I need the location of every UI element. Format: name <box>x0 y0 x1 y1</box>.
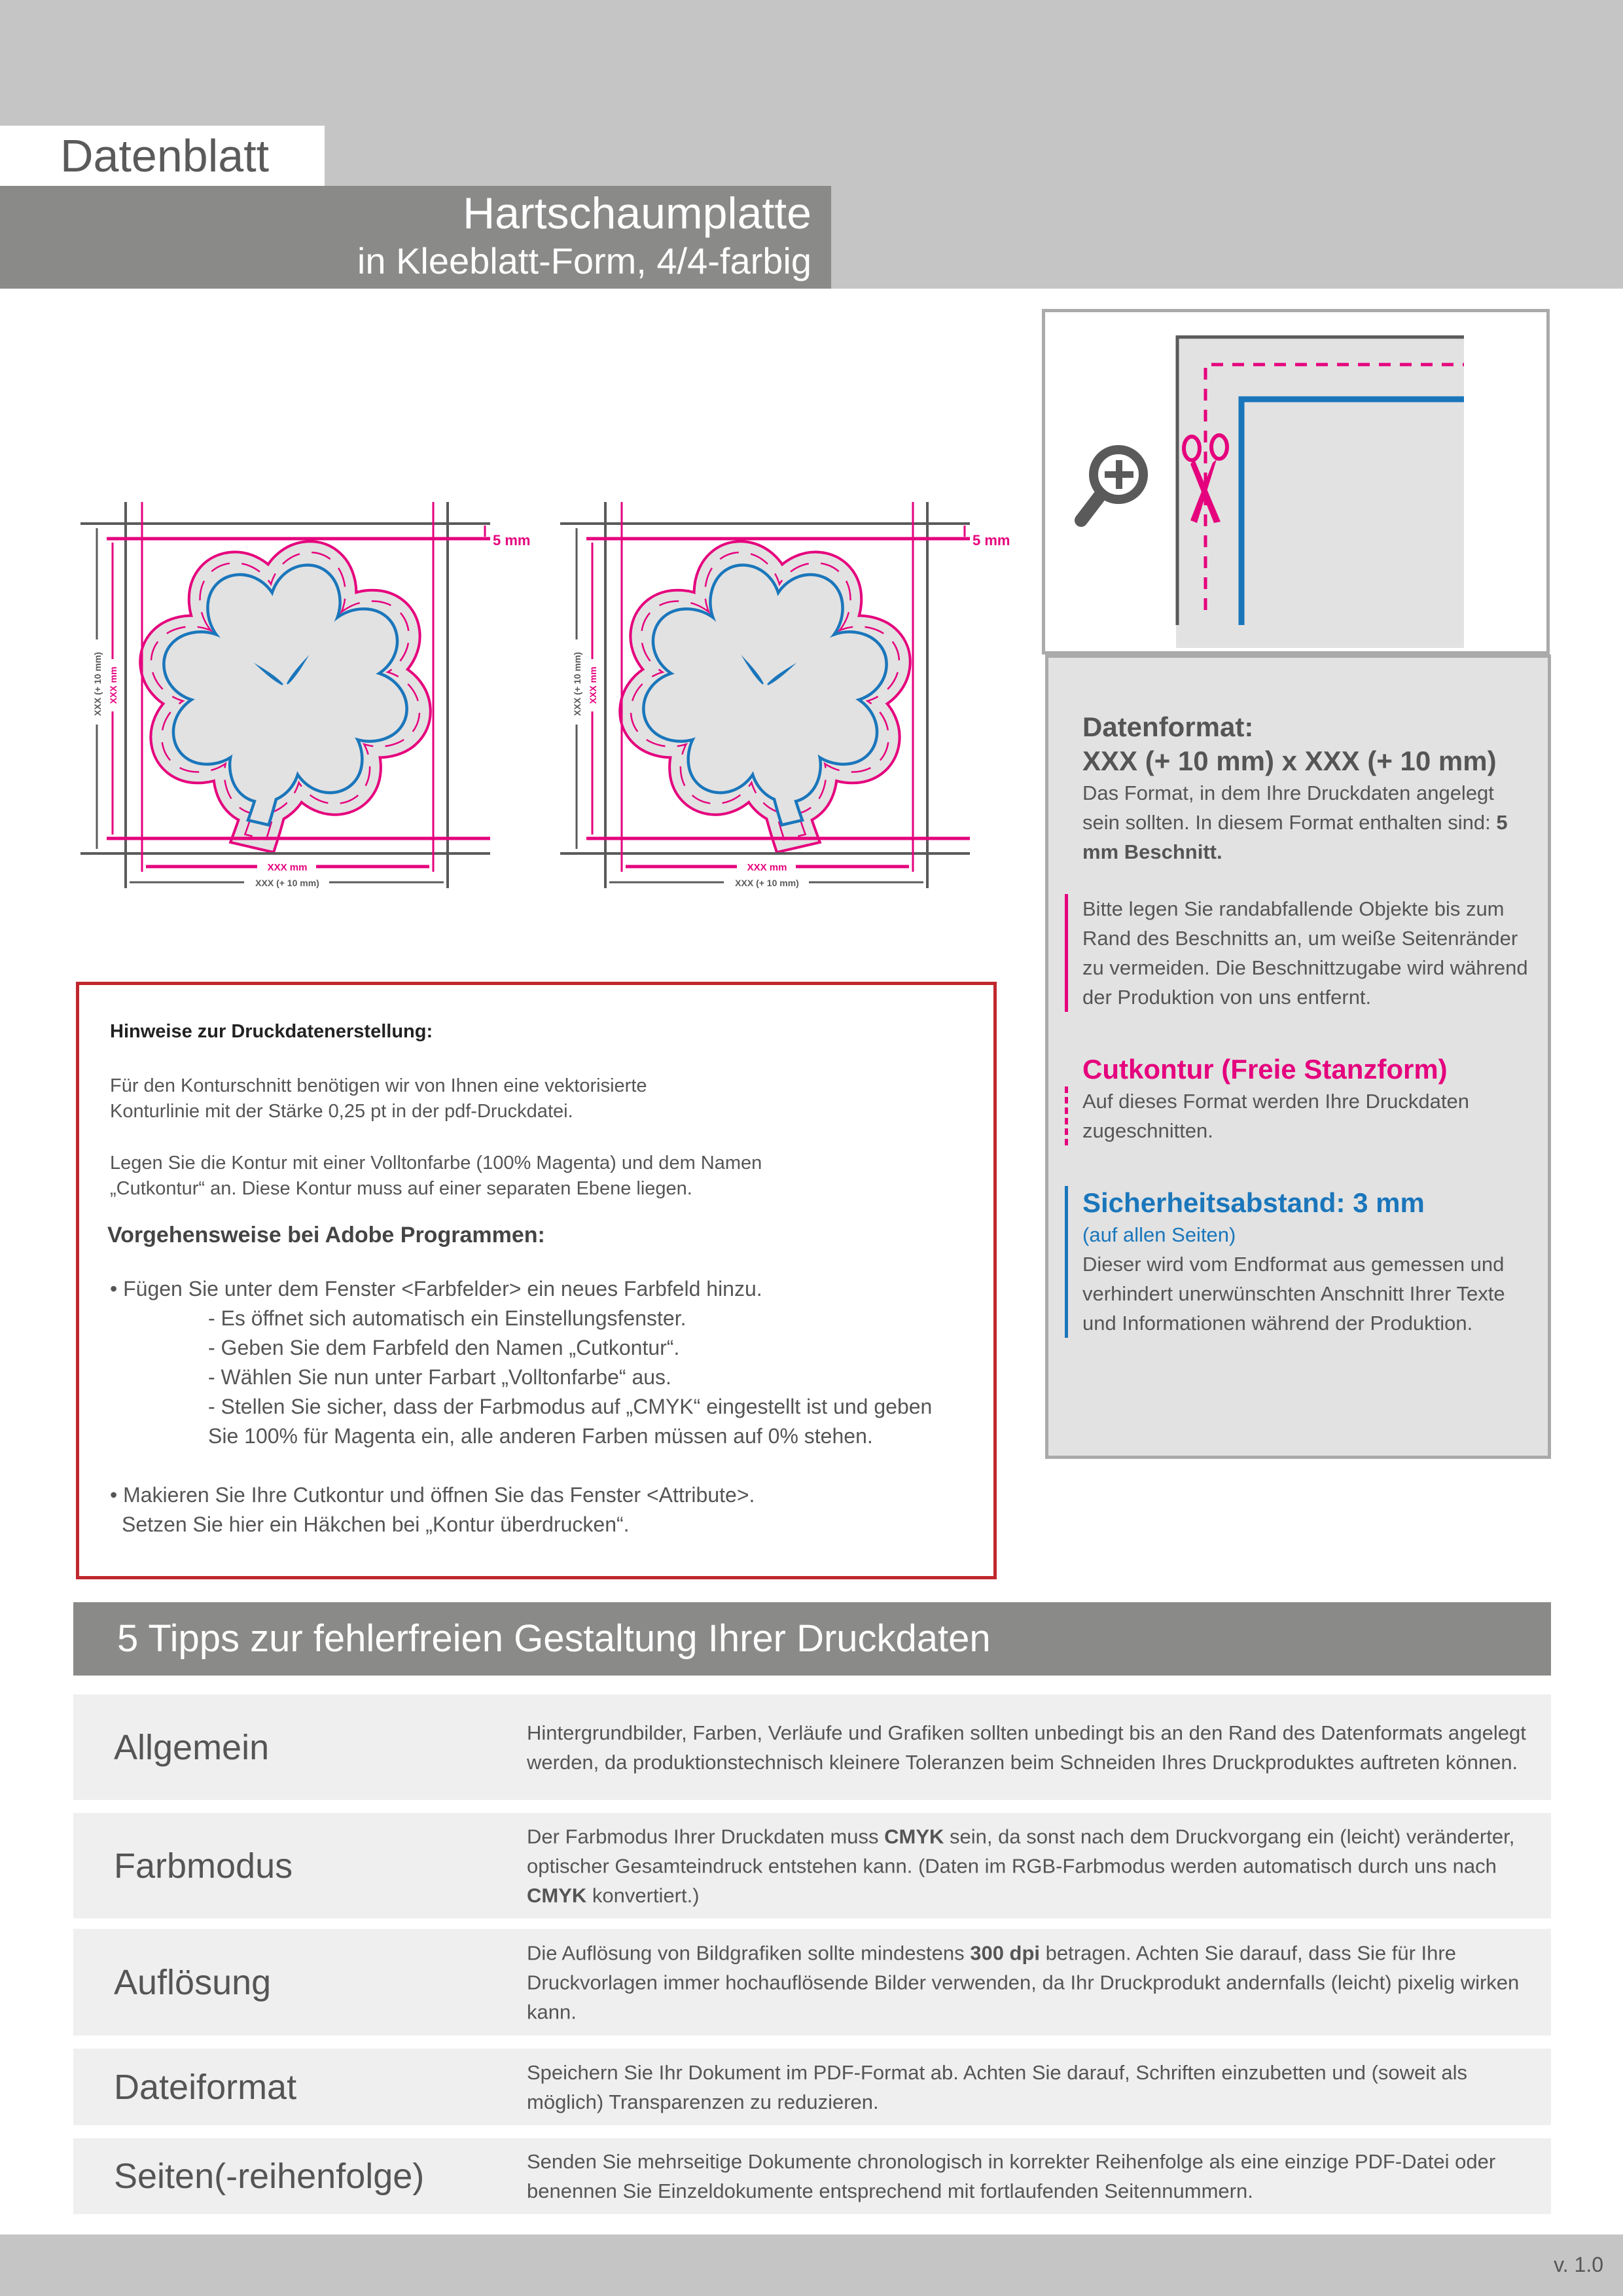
width-outer-label: XXX (+ 10 mm) <box>255 878 319 888</box>
sub-item: - Stellen Sie sicher, dass der Farbmodus auf „CMYK“ eingestellt ist und geben <box>208 1395 933 1418</box>
b: 300 dpi <box>970 1941 1041 1964</box>
bullet-item-continued: Setzen Sie hier ein Häkchen bei „Kontur überdrucken“. <box>122 1513 630 1536</box>
format-text-bold: 5 mm Beschnitt. <box>1082 811 1508 863</box>
notes-paragraph <box>110 1151 980 1202</box>
tip-label: Allgemein <box>114 1727 270 1767</box>
format-text-body: Das Format, in dem Ihre Druckdaten angelegt sein sollten. In diesem Format enthalten sind: <box>1082 781 1497 834</box>
tip-label: Farbmodus <box>114 1846 293 1886</box>
t: konvertiert.) <box>586 1884 700 1907</box>
sub-item: Sie 100% für Magenta ein, alle anderen Farben müssen auf 0% stehen. <box>208 1424 873 1448</box>
bleed-label: 5 mm <box>493 532 531 548</box>
title-box <box>0 186 831 289</box>
height-outer-label: XXX (+ 10 mm) <box>572 652 582 716</box>
format-text <box>1082 778 1535 867</box>
tip-label: Seiten(-reihenfolge) <box>114 2157 425 2196</box>
t: betragen. Achten Sie darauf, dass Sie für Ihre Druckvorlagen immer hochauflösende Bilder verwenden, da Ihr Druckprodukt andernfalls (leicht) pixelig wirken kann. <box>527 1941 1520 2023</box>
tip-label: Auflösung <box>114 1962 272 2002</box>
line: Legen Sie die Kontur mit einer Volltonfarbe (100% Magenta) und dem Namen <box>110 1153 762 1174</box>
clover-diagram-right <box>560 502 1031 908</box>
tip-row-dateiformat <box>73 2049 1551 2125</box>
tip-row-allgemein <box>73 1695 1551 1800</box>
t: sein, da sonst nach dem Druckvorgang ein (leicht) veränderter, optischer Gesamteindruck entstehen kann. (Daten im RGB-Farbmodus werden automatisch durch uns nach <box>527 1825 1515 1877</box>
sub-item: - Geben Sie dem Farbfeld den Namen „Cutkontur“. <box>208 1336 680 1359</box>
tip-label: Dateiformat <box>114 2067 297 2107</box>
sub-item: - Es öffnet sich automatisch ein Einstellungsfenster. <box>208 1306 687 1330</box>
line: „Cutkontur“ an. Diese Kontur muss auf einer separaten Ebene liegen. <box>110 1178 692 1199</box>
tip-row-aufloesung <box>73 1929 1551 2036</box>
sub-item: - Wählen Sie nun unter Farbart „Volltonfarbe“ aus. <box>208 1365 671 1389</box>
cut-text: Auf dieses Format werden Ihre Druckdaten zugeschnitten. <box>1065 1086 1535 1145</box>
b: CMYK <box>527 1884 587 1907</box>
adobe-heading: Vorgehensweise bei Adobe Programmen: <box>107 1223 545 1247</box>
product-subtitle: in Kleeblatt-Form, 4/4-farbig <box>357 240 812 281</box>
footer <box>0 2234 1623 2296</box>
safe-zone-block <box>1065 1186 1535 1338</box>
tip-text: Speichern Sie Ihr Dokument im PDF-Format ab. Achten Sie darauf, Schriften einzubetten und (soweit als möglich) Transparenzen zu reduzieren. <box>527 2060 1468 2113</box>
clover-diagram-left <box>80 502 552 908</box>
height-inner-label: XXX mm <box>108 666 118 704</box>
safe-subheading: (auf allen Seiten) <box>1082 1223 1236 1246</box>
safe-text: Dieser wird vom Endformat aus gemessen und verhindert unerwünschten Anschnitt Ihrer Texte und Informationen während der Produktion. <box>1082 1253 1505 1335</box>
t: Der Farbmodus Ihrer Druckdaten muss <box>527 1825 885 1848</box>
clover-shape <box>628 549 903 838</box>
document-label: Datenblatt <box>0 126 325 186</box>
notes-heading: Hinweise zur Druckdatenerstellung: <box>110 1021 433 1042</box>
tip-text: Hintergrundbilder, Farben, Verläufe und Grafiken sollten unbedingt bis an den Rand des Datenformats angelegt werden, da produktionstechnisch kleinere Toleranzen beim Schneiden Ihres Druckproduktes auftreten können. <box>527 1721 1526 1774</box>
line: Konturlinie mit der Stärke 0,25 pt in der pdf-Druckdatei. <box>110 1101 573 1122</box>
format-heading: Datenformat: <box>1082 711 1254 742</box>
bleed-label: 5 mm <box>972 532 1010 548</box>
tip-text <box>527 1821 1535 1910</box>
bleed-detail-zoom <box>1042 309 1550 655</box>
bullet-item: • Fügen Sie unter dem Fenster <Farbfelder> ein neues Farbfeld hinzu. <box>110 1277 762 1300</box>
width-outer-label: XXX (+ 10 mm) <box>735 878 799 888</box>
zoom-in-icon <box>1081 450 1143 520</box>
t: Die Auflösung von Bildgrafiken sollte mindestens <box>527 1941 971 1964</box>
clover-shape <box>148 549 423 838</box>
print-notes-box <box>76 982 997 1579</box>
cut-heading: Cutkontur (Freie Stanzform) <box>1082 1054 1448 1085</box>
tip-row-farbmodus <box>73 1813 1551 1918</box>
product-title: Hartschaumplatte <box>463 188 812 238</box>
tip-text: Senden Sie mehrseitige Dokumente chronologisch in korrekter Reihenfolge als eine einzige PDF-Datei oder benennen Sie Einzeldokumente entsprechend mit fortlaufenden Seitennummern. <box>527 2150 1496 2202</box>
tips-heading: 5 Tipps zur fehlerfreien Gestaltung Ihrer Druckdaten <box>73 1602 1551 1676</box>
notes-paragraph <box>110 1073 980 1124</box>
version-label: v. 1.0 <box>1554 2253 1603 2276</box>
width-inner-label: XXX mm <box>267 862 308 873</box>
tip-text <box>527 1938 1535 2026</box>
height-outer-label: XXX (+ 10 mm) <box>92 652 103 716</box>
bullet-item: • Makieren Sie Ihre Cutkontur und öffnen Sie das Fenster <Attribute>. <box>110 1483 755 1507</box>
b: CMYK <box>884 1825 944 1848</box>
line: Für den Konturschnitt benötigen wir von Ihnen eine vektorisierte <box>110 1075 647 1096</box>
height-inner-label: XXX mm <box>588 666 598 704</box>
tip-row-seiten <box>73 2138 1551 2214</box>
format-info-panel <box>1045 655 1551 1459</box>
width-inner-label: XXX mm <box>747 862 787 873</box>
safe-heading: Sicherheitsabstand: 3 mm <box>1082 1187 1425 1218</box>
format-value: XXX (+ 10 mm) x XXX (+ 10 mm) <box>1082 745 1497 776</box>
bleed-text: Bitte legen Sie randabfallende Objekte bis zum Rand des Beschnitts an, um weiße Seitenränder zu vermeiden. Die Beschnittzugabe wird während der Produktion von uns entfernt. <box>1065 894 1535 1012</box>
